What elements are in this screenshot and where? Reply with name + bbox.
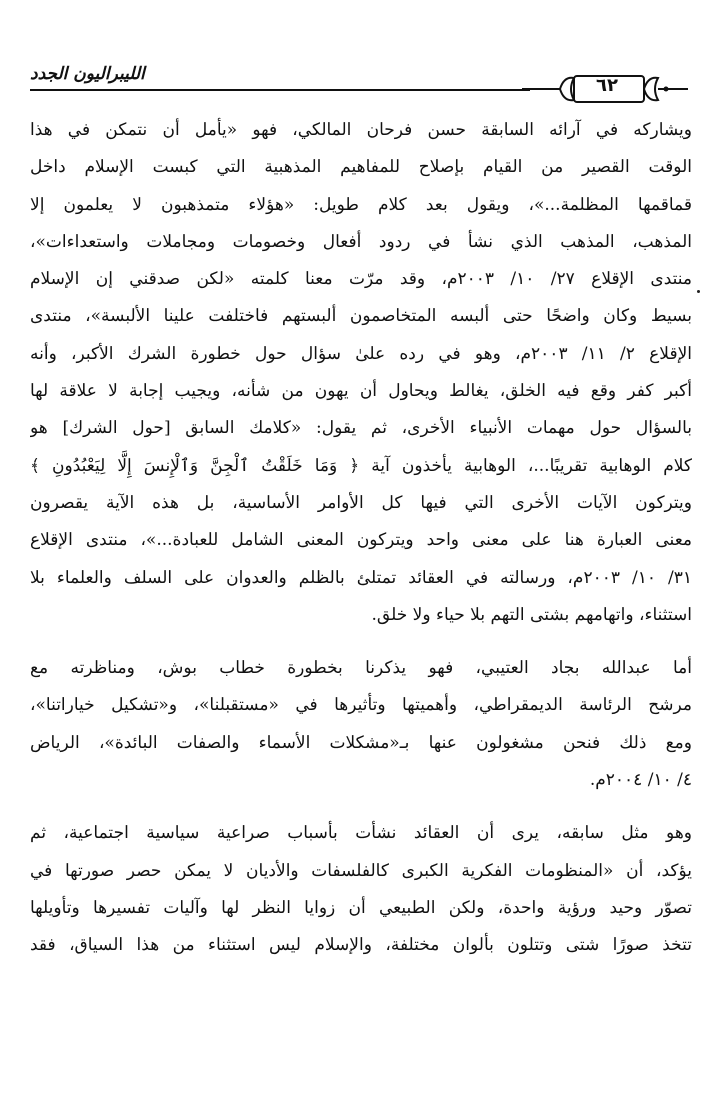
text-line: ومع ذلك فنحن مشغولون عنها بـ«مشكلات الأسماء والصفات البائدة»، الرياض — [30, 732, 692, 753]
text-line: تصوّر وحيد ورؤية واحدة، ولكن الطبيعي أن زوايا النظر لها وآليات تفسيرها وتأويلها — [30, 897, 692, 918]
page-number: ٦٢ — [596, 75, 618, 96]
paragraph-2 — [30, 650, 692, 799]
paragraph-1 — [30, 112, 692, 634]
text-line: ٤/ ١٠/ ٢٠٠٤م. — [589, 770, 692, 791]
text-line: استثناء، واتهامهم بشتى التهم بلا حياء ولا خلق. — [371, 604, 692, 625]
text-line: بالسؤال حول مهمات الأنبياء الأخرى، ثم يقول: «كلامك السابق [حول الشرك] هو — [30, 418, 692, 439]
text-line: تتخذ صورًا شتى وتتلون بألوان مختلفة، والإسلام ليس استثناء من هذا السياق، فقد — [30, 935, 692, 956]
text-line: المذهب، المذهب الذي نشأ في ردود أفعال وخصومات ومجاملات واستعداءات»، — [30, 231, 692, 252]
text-line: مرشح الرئاسة الديمقراطي، وأهميتها وتأثيرها في «مستقبلنا»، و«تشكيل خياراتنا»، — [30, 695, 692, 716]
page-header — [30, 60, 695, 110]
header-rule — [30, 89, 530, 91]
text-line: الوقت القصير من القيام بإصلاح للمفاهيم المذهبية التي كبست الإسلام داخل — [30, 157, 692, 178]
text-line: بسيط وكان واضحًا حتى ألبسه المتخاصمون ألبستهم فاختلفت علينا الألبسة»، منتدى — [30, 306, 692, 327]
text-line: أكبر كفر وقع فيه الخلق، يغالط ويحاول أن يهون من شأنه، ويجيب إجابة لا علاقة لها — [30, 381, 692, 402]
text-line: يؤكد، أن «المنظومات الفكرية الكبرى كالفلسفات والأديان لا يمكن حصر صورتها في — [30, 860, 692, 881]
paragraph-gap — [30, 799, 692, 815]
text-line: وهو مثل سابقه، يرى أن العقائد نشأت بأسباب صراعية سياسية اجتماعية، ثم — [30, 823, 692, 844]
text-line-with-quran-verse: كلام الوهابية تقريبًا...، الوهابية يأخذون آية ﴿ وَمَا خَلَقْتُ ٱلْجِنَّ وَٱلْإِنسَ إِلَّا لِيَعْبُدُونِ ﴾ — [30, 455, 692, 476]
text-line: ٣١/ ١٠/ ٢٠٠٣م، ورسالته في العقائد تمتلئ بالظلم والعدوان على السلف والعلماء بلا — [30, 567, 692, 588]
text-line: قماقمها المظلمة...»، ويقول بعد كلام طويل: «هؤلاء متمذهبون لا يعلمون إلا — [30, 194, 692, 215]
paragraph-gap — [30, 634, 692, 650]
page-body — [30, 112, 692, 965]
text-line: ويشاركه في آرائه السابقة حسن فرحان المالكي، فهو «يأمل أن نتمكن في هذا — [30, 120, 692, 140]
text-line: الإقلاع ٢/ ١١/ ٢٠٠٣م، وهو في رده علىٰ سؤال حول خطورة الشرك الأكبر، وأنه — [30, 343, 692, 364]
text-line: ويتركون الآيات الأخرى التي فيها كل الأوامر الأساسية، بل هذه الآية يقصرون — [30, 492, 692, 513]
text-line: منتدى الإقلاع ٢٧/ ١٠/ ٢٠٠٣م، وقد مرّت معنا كلمته «لكن صدقني إن الإسلام — [30, 269, 692, 290]
text-line: أما عبدالله بجاد العتيبي، فهو يذكرنا بخطورة خطاب بوش، ومناظرته مع — [30, 658, 692, 679]
running-title: الليبراليون الجدد — [30, 64, 145, 84]
paragraph-3 — [30, 815, 692, 964]
text-line: معنى العبارة هنا على معنى واحد ويتركون المعنى الشامل للعبادة...»، منتدى الإقلاع — [30, 530, 692, 551]
margin-speck — [697, 290, 700, 293]
